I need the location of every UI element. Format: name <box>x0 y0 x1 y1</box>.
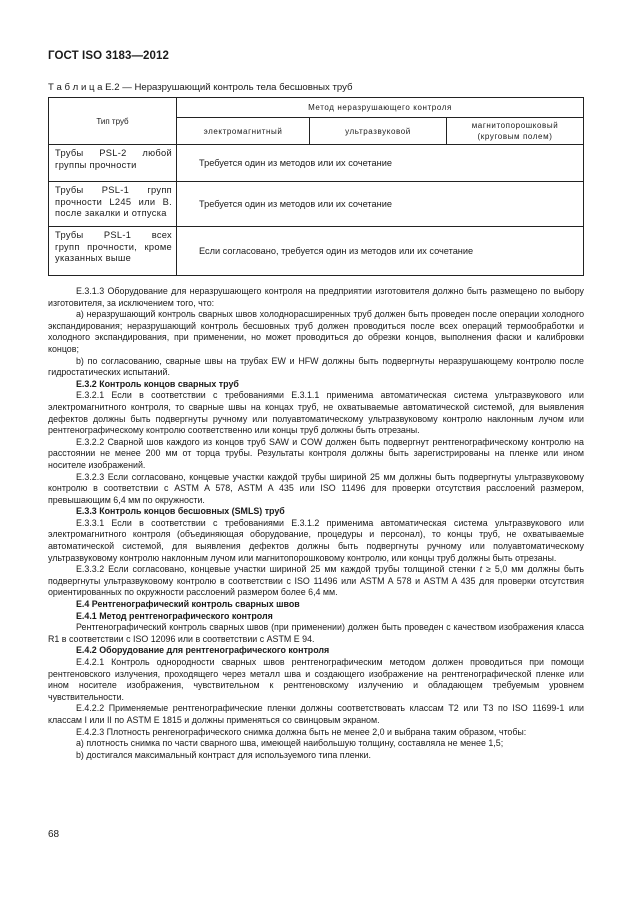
ndt-table <box>48 97 584 276</box>
table-caption: Т а б л и ц а Е.2 — Неразрушающий контроль тела бесшовных труб <box>48 82 353 93</box>
paragraph: b) достигался максимальный контраст для используемого типа пленки. <box>76 749 371 760</box>
pipe-type-cell <box>49 145 177 182</box>
table-header-row <box>49 98 584 118</box>
section-heading: Е.4.1 Метод рентгенографического контроля <box>76 610 273 621</box>
paragraph: Е.3.2.3 Если согласовано, концевые участки каждой трубы шириной 25 мм должны быть подвергнуты ультразвуковому контролю в соответствии с ASTM A 578, ASTM A 435 или ISO 11496 для проверки отсутствия расслоений размером, превышающим 6,4 мм по окружности. <box>48 471 584 505</box>
paragraph <box>48 564 584 599</box>
table-row <box>49 227 584 276</box>
subheader-magnetic-particle <box>447 118 584 145</box>
paragraph: b) по согласованию, сварные швы на трубах EW и HFW должны быть подвергнуты неразрушающему контролю после гидростатических испытаний. <box>48 355 584 378</box>
pipe-type-line: Трубы PSL-1 всех <box>55 230 172 240</box>
pipe-type-line: Трубы PSL-1 групп <box>55 185 172 195</box>
formula-variable: t <box>479 564 483 575</box>
paragraph: а) плотность снимка по части сварного шва, имеющей наибольшую толщину, составляла не менее 1,5; <box>76 738 504 749</box>
subheader-mp-line2: (круговым полем) <box>477 132 553 141</box>
paragraph: Е.4.2.1 Контроль однородности сварных швов рентгенографическим методом должен проводиться при помощи рентгеновского излучения, проходящего через металл шва и создающего изображение на рентгенографической пленке или ином носителе изображения, чувствительном к рентгеновскому излучению и обладающем требуемым уровнем чувствительности. <box>48 657 584 702</box>
document-header: ГОСТ ISO 3183—2012 <box>48 50 170 62</box>
section-heading: Е.4.2 Оборудование для рентгенографического контроля <box>76 645 330 656</box>
pipe-type-cell <box>49 182 177 227</box>
paragraph: Е.3.3.1 Если в соответствии с требованиями Е.3.1.2 применима автоматическая система ультразвукового или электромагнитного контроля (объединяющая оборудование, процедуры и персонал), то концы труб, не охватываемые автоматической системой, для выявления дефектов должны быть подвергнуты ручному или полуавтоматическому ультразвуковому контролю наклонным лучом или магнитопорошковому контролю, или концы труб должны быть отрезаны. <box>48 517 584 563</box>
pipe-type-line: Трубы PSL-2 любой <box>55 148 172 158</box>
pipe-type-line: групп прочности, кроме <box>55 241 172 252</box>
body-text <box>48 286 584 761</box>
text-span: ≥ 5,0 мм должны быть подвергнуты ультразвуковому контролю в соответствии с ISO 11496 или ASTM A 578 и ASTM A 435 для проверки отсутствия ориентированных по окружности расслоений размером более 6,4 мм. <box>48 564 584 598</box>
col-header-method: Метод неразрушающего контроля <box>177 98 584 118</box>
section-heading: Е.3.3 Контроль концов бесшовных (SMLS) труб <box>76 506 285 517</box>
subheader-ultrasonic: ультразвуковой <box>310 118 447 145</box>
pipe-type-cell <box>49 227 177 276</box>
paragraph: Е.3.1.3 Оборудование для неразрушающего контроля на предприятии изготовителя должно быть размещено по выбору изготовителя, за исключением того, что: <box>48 286 584 308</box>
page-number: 68 <box>48 829 60 840</box>
text-span: Е.3.3.2 Если согласовано, концевые участки шириной 25 мм каждой трубы толщиной стенки <box>76 564 480 575</box>
requirement-cell: Требуется один из методов или их сочетание <box>177 182 584 227</box>
paragraph: Рентгенографический контроль сварных швов (при применении) должен быть проведен с качеством изображения класса R1 в соответствии с ISO 12096 или в соответствии с ASTM E 94. <box>48 622 584 644</box>
table-row <box>49 182 584 227</box>
subheader-electromagnetic: электромагнитный <box>177 118 310 145</box>
pipe-type-line: группы прочности <box>55 159 137 170</box>
paragraph: а) неразрушающий контроль сварных швов холоднорасширенных труб должен быть проведен после операции холодного экспандирования; неразрушающий контроль бесшовных труб должен проводиться после всех операций термообработки и холодного экспандирования, при применении, но может проводиться до обрезки концов, выполнения фаски и калибровки концов; <box>48 309 584 354</box>
pipe-type-line: указанных выше <box>55 253 132 263</box>
requirement-cell: Если согласовано, требуется один из методов или их сочетание <box>177 227 584 276</box>
subheader-mp-line1: магнитопорошковый <box>471 121 559 130</box>
section-heading: Е.3.2 Контроль концов сварных труб <box>76 378 239 389</box>
paragraph: Е.4.2.3 Плотность ренгенографического снимка должна быть не менее 2,0 и выбрана таким образом, чтобы: <box>76 726 527 737</box>
paragraph: Е.4.2.2 Применяемые рентгенографические пленки должны соответствовать классам Т2 или Т3 по ISO 11699-1 или классам I или II по ASTM E 1815 и должны применяться со свинцовым экраном. <box>48 703 584 725</box>
table-row <box>49 145 584 182</box>
paragraph: Е.3.2.1 Если в соответствии с требованиями Е.3.1.1 применима автоматическая система ультразвукового или электромагнитного контроля, то сварные швы на концах труб, не охватываемые автоматической системой, для выявления дефектов должны быть подвергнуты ручному или полуавтоматическому ультразвуковому контролю наклонным лучом или рентгенографическому контролю соответственно или концы труб должны быть отрезаны. <box>48 390 584 436</box>
pipe-type-line: после закалки и отпуска <box>55 208 167 218</box>
paragraph: Е.3.2.2 Сварной шов каждого из концов труб SAW и COW должен быть подвергнут рентгенографическому контролю на расстоянии не менее 200 мм от торца трубы. Результаты контроля должны быть зарегистрированы на пленке или ином носителе изображений. <box>48 436 584 470</box>
col-header-pipe-type: Тип труб <box>49 98 177 145</box>
section-heading: Е.4 Рентгенографический контроль сварных швов <box>76 599 300 610</box>
requirement-cell: Требуется один из методов или их сочетание <box>177 145 584 182</box>
pipe-type-line: прочности L245 или В. <box>55 196 172 207</box>
